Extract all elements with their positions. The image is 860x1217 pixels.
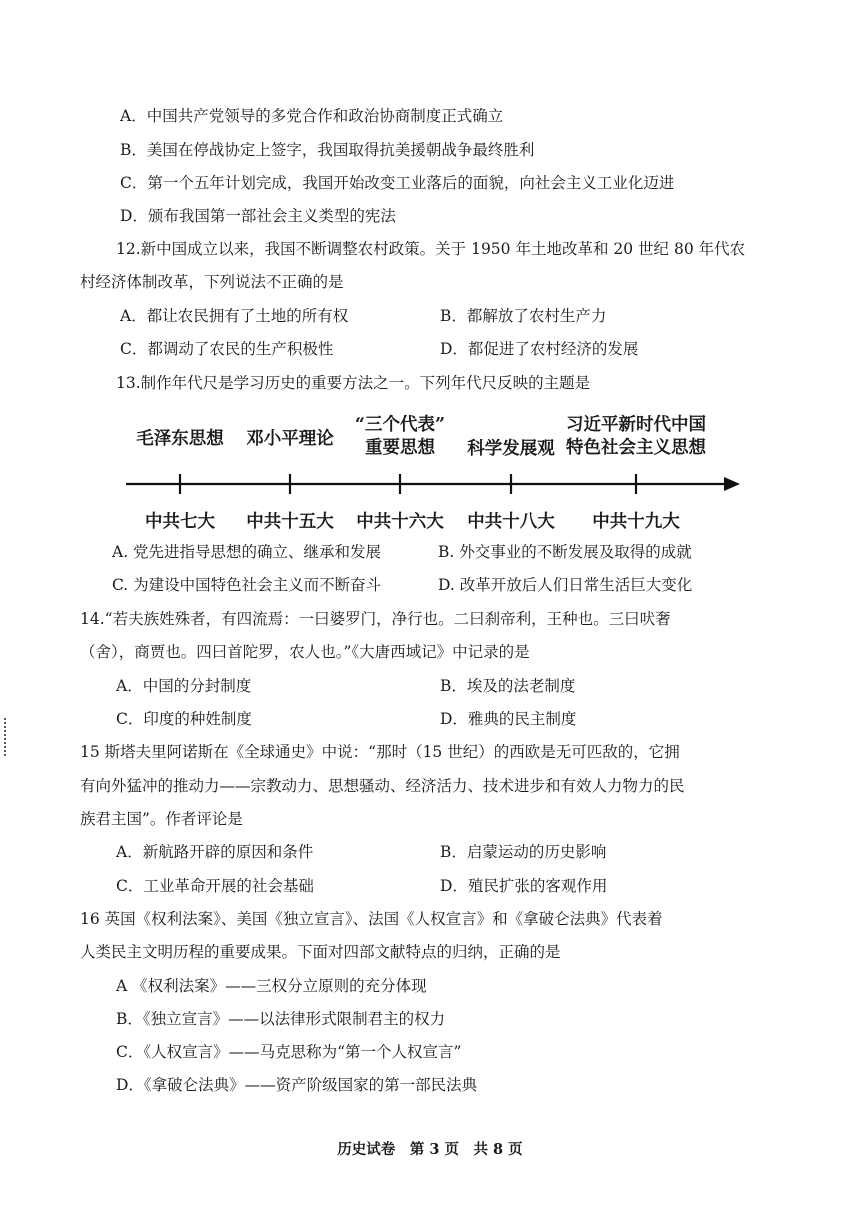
q16-option-c: C．《人权宣言》——马克思称为“第一个人权宣言”: [116, 1043, 462, 1061]
q15-stem-line1: 15 斯塔夫里阿诺斯在《全球通史》中说：“那时（15 世纪）的西欧是无可匹敌的，它拥: [80, 743, 680, 761]
timeline-bottom-label-3: 中共十六大: [356, 512, 444, 532]
timeline-top-label-4: [451, 438, 571, 461]
q14-option-d: D．雅典的民主制度: [440, 710, 577, 728]
timeline-top-label-1: [120, 428, 240, 451]
q14-option-b: B．埃及的法老制度: [440, 677, 576, 695]
q13-option-b: B. 外交事业的不断发展及取得的成就: [438, 543, 692, 561]
q16-option-a: A 《权利法案》——三权分立原则的充分体现: [116, 977, 427, 995]
q12-option-a: A．都让农民拥有了土地的所有权: [120, 307, 349, 325]
q12-option-d: D．都促进了农村经济的发展: [440, 340, 639, 358]
q13-option-d: D. 改革开放后人们日常生活巨大变化: [438, 576, 693, 594]
q14-stem-line1: 14.“若夫族姓殊者，有四流焉：一曰婆罗门，净行也。二曰刹帝利，王种也。三曰吠奢: [80, 610, 671, 628]
q16-option-b: B．《独立宣言》——以法律形式限制君主的权力: [116, 1010, 446, 1028]
timeline-bottom-label-4: 中共十八大: [467, 512, 555, 532]
q15-option-b: B．启蒙运动的历史影响: [440, 843, 607, 861]
year-timeline: [118, 414, 758, 542]
q16-stem-line1: 16 英国《权利法案》、美国《独立宣言》、法国《人权宣言》和《拿破仑法典》代表着: [80, 910, 663, 928]
q14-option-c: C．印度的种姓制度: [116, 710, 252, 728]
q16-stem-line2: 人类民主文明历程的重要成果。下面对四部文献特点的归纳，正确的是: [80, 943, 561, 961]
label-line1: 邓小平理论: [246, 429, 334, 449]
label-line1: 习近平新时代中国: [566, 415, 706, 435]
q14-stem-line2: （舍），商贾也。四曰首陀罗，农人也。”《大唐西域记》中记录的是: [80, 643, 530, 661]
q12-option-c: C．都调动了农民的生产积极性: [120, 340, 334, 358]
label-line2: 特色社会主义思想: [566, 438, 706, 458]
timeline-bottom-label-1: 中共七大: [145, 512, 215, 532]
label-line1: 科学发展观: [467, 439, 555, 459]
page-footer: 历史试卷 第 3 页 共 8 页: [337, 1141, 523, 1158]
label-line2: 重要思想: [365, 438, 435, 458]
q14-option-a: A．中国的分封制度: [116, 677, 252, 695]
q12-stem-line2: 村经济体制改革，下列说法不正确的是: [80, 273, 344, 291]
timeline-top-label-3: [340, 414, 460, 460]
q15-stem-line3: 族君主国”。作者评论是: [80, 810, 243, 828]
q15-option-a: A．新航路开辟的原因和条件: [116, 843, 314, 861]
label-line1: 毛泽东思想: [136, 429, 224, 449]
q11-option-c: C．第一个五年计划完成，我国开始改变工业落后的面貌，向社会主义工业化迈进: [120, 174, 675, 192]
q11-option-b: B．美国在停战协定上签字，我国取得抗美援朝战争最终胜利: [120, 141, 535, 159]
q16-option-d: D．《拿破仑法典》——资产阶级国家的第一部民法典: [116, 1076, 478, 1094]
q15-option-c: C．工业革命开展的社会基础: [116, 877, 314, 895]
timeline-bottom-label-2: 中共十五大: [246, 512, 334, 532]
timeline-bottom-label-5: 中共十九大: [592, 512, 680, 532]
q11-option-d: D．颁布我国第一部社会主义类型的宪法: [120, 207, 396, 225]
timeline-top-label-5: [556, 414, 716, 460]
q13-stem: 13.制作年代尺是学习历史的重要方法之一。下列年代尺反映的主题是: [116, 374, 591, 392]
q12-option-b: B．都解放了农村生产力: [440, 307, 607, 325]
label-line1: “三个代表”: [354, 415, 446, 435]
q15-option-d: D．殖民扩张的客观作用: [440, 877, 608, 895]
q11-option-a: A．中国共产党领导的多党合作和政治协商制度正式确立: [120, 107, 504, 125]
q15-stem-line2: 有向外猛冲的推动力——宗教动力、思想骚动、经济活力、技术进步和有效人力物力的民: [80, 777, 685, 795]
q13-option-a: A. 党先进指导思想的确立、继承和发展: [112, 543, 382, 561]
q13-option-c: C. 为建设中国特色社会主义而不断奋斗: [112, 576, 382, 594]
timeline-top-label-2: [230, 428, 350, 451]
q12-stem-line1: 12.新中国成立以来，我国不断调整农村政策。关于 1950 年土地改革和 20 世纪 80 年代农: [116, 240, 746, 258]
scan-edge-mark: [4, 718, 8, 756]
